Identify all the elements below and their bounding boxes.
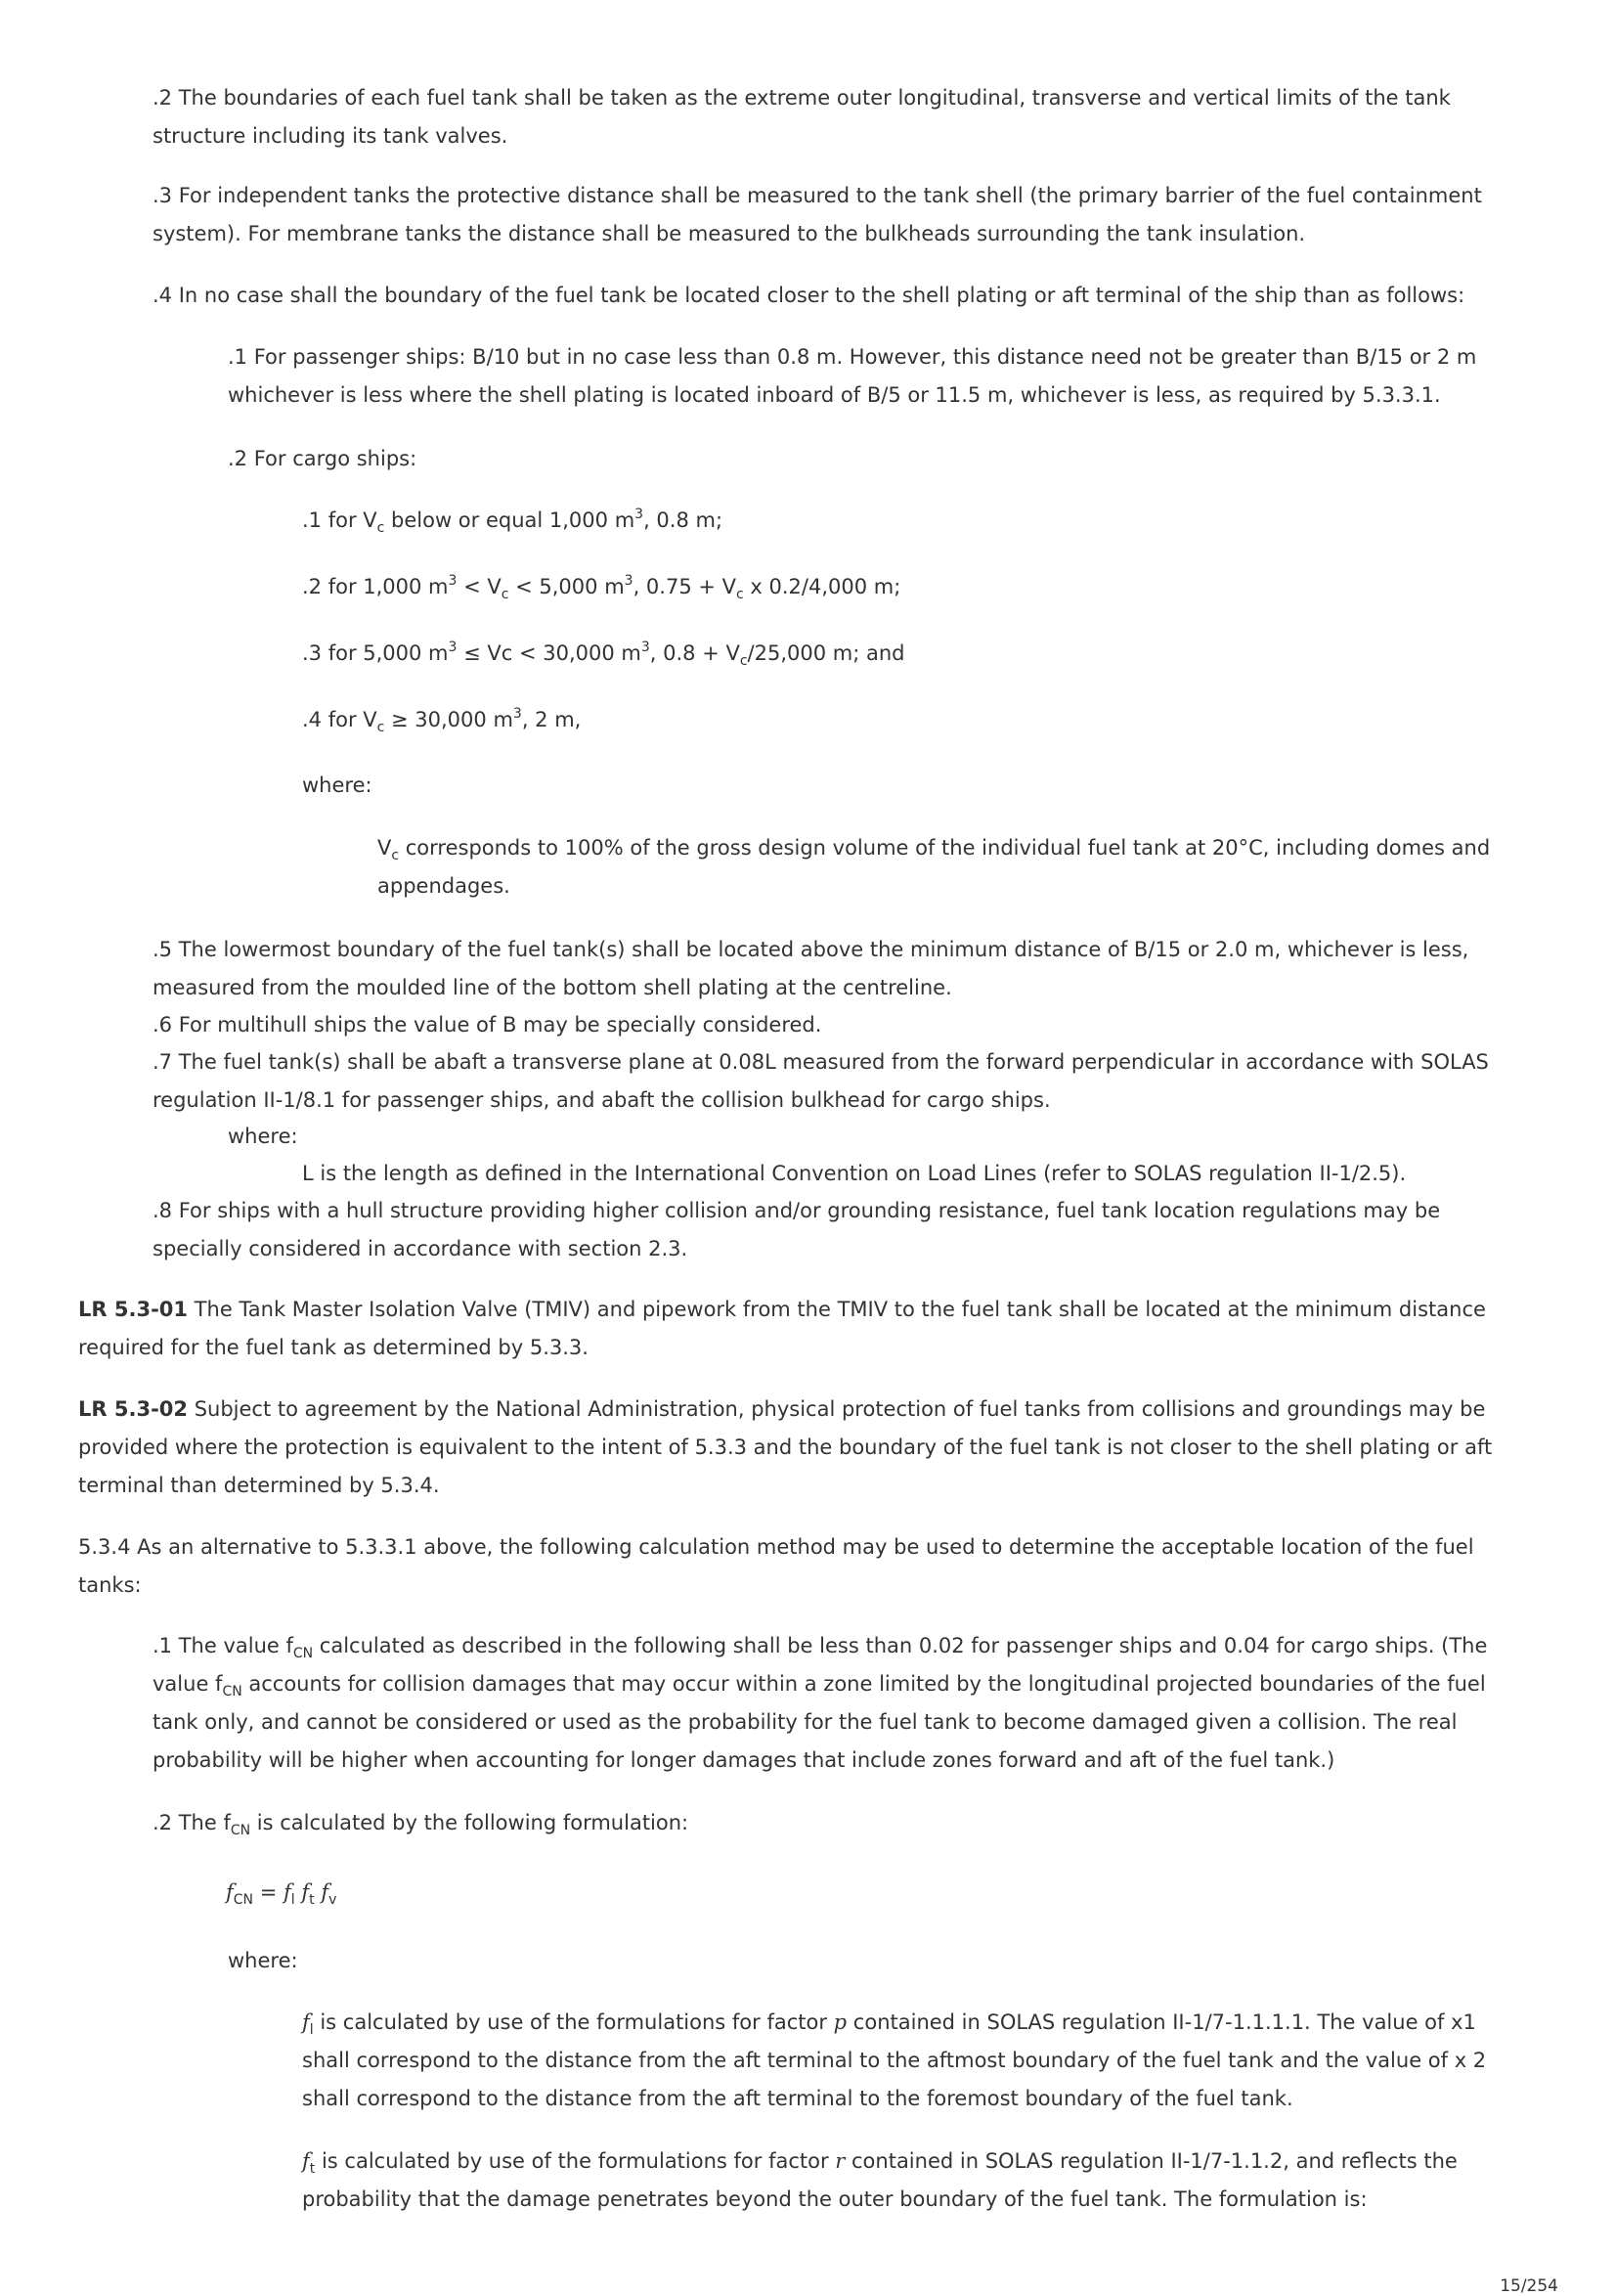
fl-definition: $f_l$ is calculated by use of the formulations for factor p contained in SOLAS regulation II-1/7-1.1.1.1. The value of x1 shall correspond to the distance from the aft terminal to the aftmost boundary of the fuel tank and the value of x 2 shall correspond to the distance from the aft terminal to the foremost boundary of the fuel tank.: [302, 2010, 1487, 2110]
fcn-paragraph-2: .2 The $f_{CN}$ is calculated by the following formulation:: [153, 1811, 689, 1838]
where-label: where:: [302, 773, 372, 797]
paragraph-5-3-3-6: .6 For multihull ships the value of B may be specially considered.: [153, 1013, 822, 1037]
cargo-criterion-3: .3 for 5,000 $m^3 \le Vc < 30,000$ $m^3$, $0.8 + V_c/25,000$ m; and: [302, 640, 905, 669]
where-label: where:: [228, 1125, 298, 1148]
lr-5-3-01: LR 5.3-01 The Tank Master Isolation Valve (TMIV) and pipework from the TMIV to the fuel tank shall be located at the minimum distance required for the fuel tank as determined by 5.3.3.: [78, 1298, 1486, 1359]
length-definition: L is the length as defined in the International Convention on Load Lines (refer to SOLAS regulation II-1/2.5).: [302, 1162, 1407, 1185]
section-5-3-4: 5.3.4 As an alternative to 5.3.3.1 above, the following calculation method may be used to determine the acceptable location of the fuel tanks:: [78, 1535, 1474, 1597]
fcn-paragraph-1: .1 The value $f_{CN}$ calculated as described in the following shall be less than 0.02 for passenger ships and 0.04 for cargo ships. (The value $f_{CN}$ accounts for collision damages that may occur within a zone limited by the longitudinal projected boundaries of the fuel tank only, and cannot be considered or used as the probability for the fuel tank to become damaged given a collision. The real probability will be higher when accounting for longer damages that include zones forward and aft of the fuel tank.): [153, 1634, 1488, 1772]
paragraph-5-3-3-8: .8 For ships with a hull structure providing higher collision and/or grounding resistance, fuel tank location regulations may be specially considered in accordance with section 2.3.: [153, 1199, 1441, 1260]
where-label: where:: [228, 1949, 298, 1972]
cargo-criterion-4: .4 for $V_c \ge 30,000$ $m^3$, 2 m,: [302, 706, 582, 735]
paragraph-5-3-3-5: .5 The lowermost boundary of the fuel tank(s) shall be located above the minimum distance of B/15 or 2.0 m, whichever is less, measured from the moulded line of the bottom shell plating at the centreline.: [153, 938, 1469, 999]
paragraph-5-3-3-2: .2 The boundaries of each fuel tank shall be taken as the extreme outer longitudinal, transverse and vertical limits of the tank structure including its tank valves.: [153, 86, 1451, 148]
vc-definition: $V_c$ corresponds to 100% of the gross design volume of the individual fuel tank at 20°C, including domes and appendages.: [377, 836, 1491, 898]
cargo-criterion-1: .1 for $V_c$ below or equal 1,000 $m^3$, 0.8 m;: [302, 507, 723, 536]
paragraph-cargo-ships: .2 For cargo ships:: [228, 447, 417, 470]
ft-definition: $f_t$ is calculated by use of the formulations for factor r contained in SOLAS regulation II-1/7-1.1.2, and reflects the probability that the damage penetrates beyond the outer boundary of the fuel tank. The formulation is:: [302, 2149, 1458, 2211]
cargo-criterion-2: .2 for 1,000 $m^3 < V_c < 5,000$ $m^3$, $0.75 + V_c$ x 0.2/4,000 m;: [302, 573, 901, 602]
paragraph-5-3-3-3: .3 For independent tanks the protective distance shall be measured to the tank shell (the primary barrier of the fuel containment system). For membrane tanks the distance shall be measured to the bulkheads surrounding the tank insulation.: [153, 184, 1482, 245]
fcn-formula: $f_{CN} = f_l$ $f_t$ $f_v$: [226, 1880, 337, 1908]
paragraph-5-3-3-4: .4 In no case shall the boundary of the fuel tank be located closer to the shell plating or aft terminal of the ship than as follows:: [153, 284, 1465, 307]
paragraph-passenger-ships: .1 For passenger ships: B/10 but in no case less than 0.8 m. However, this distance need not be greater than B/15 or 2 m whichever is less where the shell plating is located inboard of B/5 or 11.5 m, whichever is less, as required by 5.3.3.1.: [228, 345, 1477, 407]
page-number: 15/254: [1500, 2276, 1558, 2296]
paragraph-5-3-3-7: .7 The fuel tank(s) shall be abaft a transverse plane at 0.08L measured from the forward perpendicular in accordance with SOLAS regulation II-1/8.1 for passenger ships, and abaft the collision bulkhead for cargo ships.: [153, 1050, 1489, 1112]
lr-5-3-02: LR 5.3-02 Subject to agreement by the National Administration, physical protection of fuel tanks from collisions and groundings may be provided where the protection is equivalent to the intent of 5.3.3 and the boundary of the fuel tank is not closer to the shell plating or aft terminal than determined by 5.3.4.: [78, 1397, 1493, 1497]
